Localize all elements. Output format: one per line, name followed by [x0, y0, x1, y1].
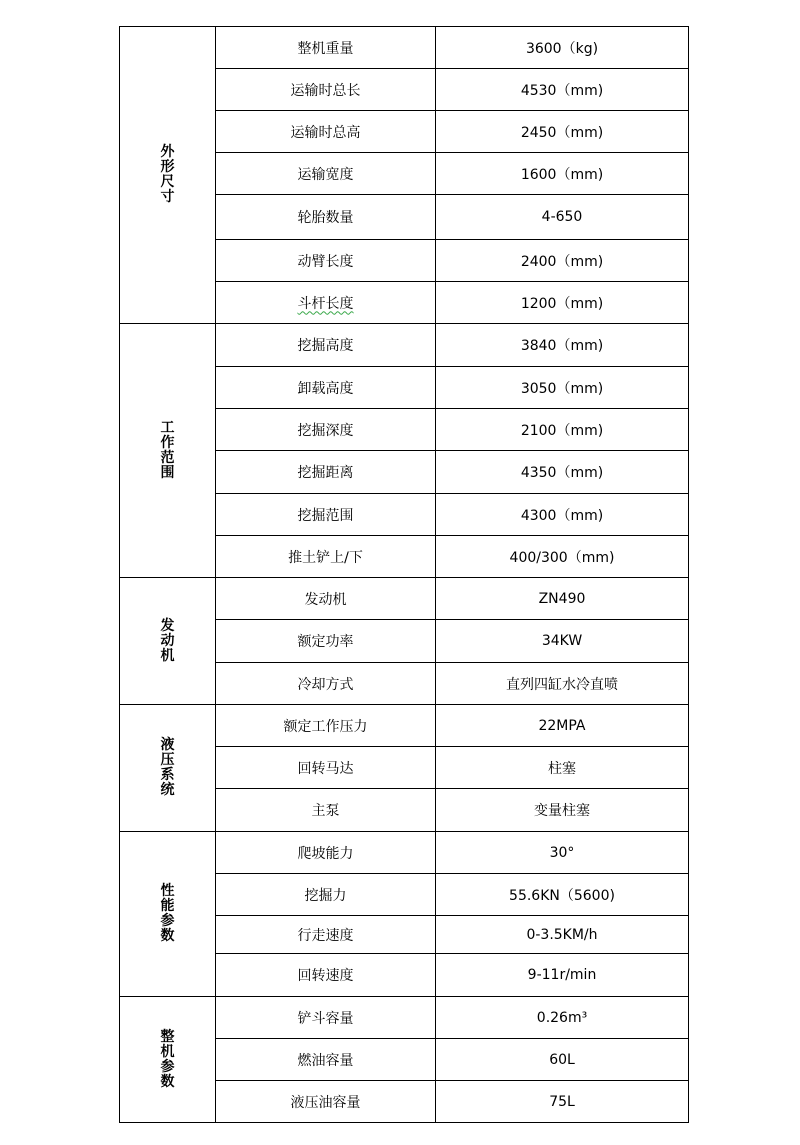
param-value: 直列四缸水冷直喷	[436, 663, 689, 705]
param-name: 行走速度	[216, 916, 436, 954]
param-value: 0-3.5KM/h	[436, 916, 689, 954]
param-value: 9-11r/min	[436, 954, 689, 997]
group-label-dimensions: 外形尺寸	[120, 27, 216, 324]
param-value: 34KW	[436, 620, 689, 663]
param-value: 4530（mm)	[436, 69, 689, 111]
param-value: 3840（mm)	[436, 324, 689, 367]
param-name: 回转马达	[216, 747, 436, 789]
param-name: 额定功率	[216, 620, 436, 663]
param-name: 整机重量	[216, 27, 436, 69]
param-name: 运输时总长	[216, 69, 436, 111]
table-row	[120, 324, 689, 367]
param-value: 3600（kg)	[436, 27, 689, 69]
group-label-machine-params: 整机参数	[120, 997, 216, 1123]
param-value: 0.26m³	[436, 997, 689, 1039]
param-value: 1200（mm)	[436, 282, 689, 324]
param-value: 400/300（mm)	[436, 536, 689, 578]
param-value: 22MPA	[436, 705, 689, 747]
spellcheck-underlined-text: 斗杆长度	[297, 295, 354, 312]
param-name	[216, 282, 436, 324]
param-name: 额定工作压力	[216, 705, 436, 747]
param-value: 3050（mm)	[436, 367, 689, 409]
group-label-engine: 发动机	[120, 578, 216, 705]
spec-table	[119, 26, 689, 1123]
param-name: 运输时总高	[216, 111, 436, 153]
param-value: ZN490	[436, 578, 689, 620]
param-name: 燃油容量	[216, 1039, 436, 1081]
table-row	[120, 27, 689, 69]
param-name: 挖掘力	[216, 874, 436, 916]
param-value: 55.6KN（5600)	[436, 874, 689, 916]
param-name: 卸载高度	[216, 367, 436, 409]
param-name: 运输宽度	[216, 153, 436, 195]
param-name: 轮胎数量	[216, 195, 436, 240]
param-name: 液压油容量	[216, 1081, 436, 1123]
param-name: 挖掘范围	[216, 494, 436, 536]
param-value: 4300（mm)	[436, 494, 689, 536]
param-value: 75L	[436, 1081, 689, 1123]
param-value: 2400（mm)	[436, 240, 689, 282]
param-value: 柱塞	[436, 747, 689, 789]
param-name: 挖掘高度	[216, 324, 436, 367]
table-row	[120, 997, 689, 1039]
param-name: 铲斗容量	[216, 997, 436, 1039]
param-name: 主泵	[216, 789, 436, 832]
group-label-working-range: 工作范围	[120, 324, 216, 578]
param-value: 4-650	[436, 195, 689, 240]
param-value: 2450（mm)	[436, 111, 689, 153]
param-name: 爬坡能力	[216, 832, 436, 874]
table-row	[120, 832, 689, 874]
param-value: 2100（mm)	[436, 409, 689, 451]
param-value: 4350（mm)	[436, 451, 689, 494]
param-name: 发动机	[216, 578, 436, 620]
param-name: 回转速度	[216, 954, 436, 997]
group-label-hydraulic-system: 液压系统	[120, 705, 216, 832]
param-name: 冷却方式	[216, 663, 436, 705]
group-label-performance: 性能参数	[120, 832, 216, 997]
param-name: 挖掘距离	[216, 451, 436, 494]
param-value: 1600（mm)	[436, 153, 689, 195]
param-value: 变量柱塞	[436, 789, 689, 832]
param-name: 推土铲上/下	[216, 536, 436, 578]
param-name: 动臂长度	[216, 240, 436, 282]
table-row	[120, 705, 689, 747]
param-value: 60L	[436, 1039, 689, 1081]
param-value: 30°	[436, 832, 689, 874]
table-row	[120, 578, 689, 620]
param-name: 挖掘深度	[216, 409, 436, 451]
